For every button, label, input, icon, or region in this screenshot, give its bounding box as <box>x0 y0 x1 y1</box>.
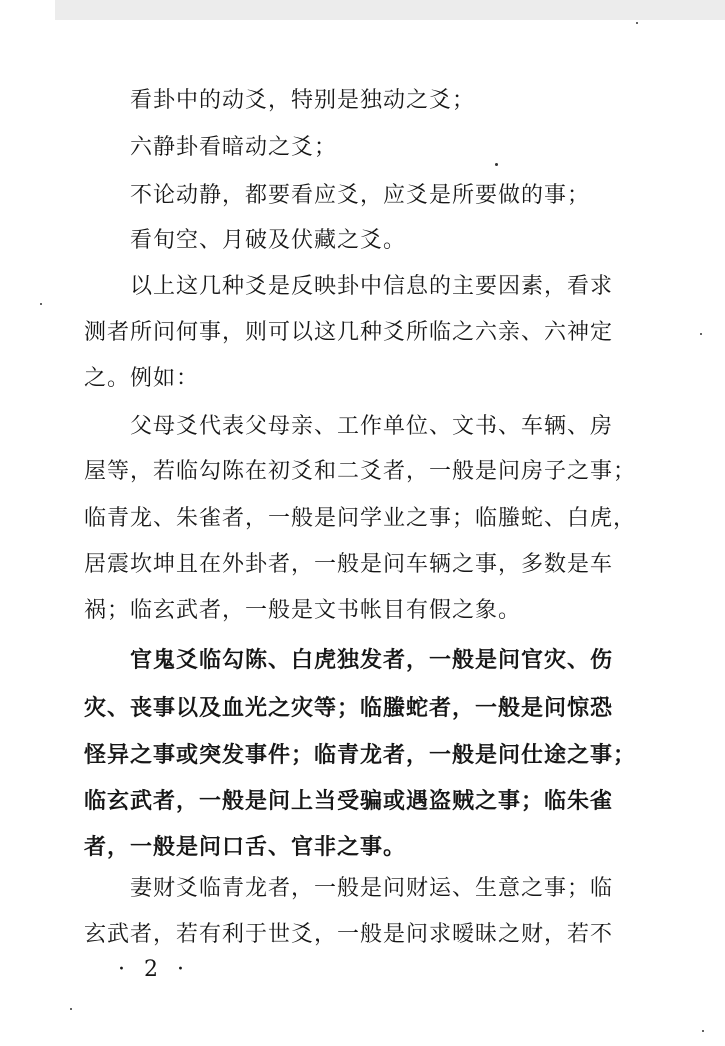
scan-speck <box>495 163 498 166</box>
scan-top-band <box>55 0 725 20</box>
scan-speck <box>70 1008 72 1010</box>
text-line: 之。例如： <box>84 366 200 391</box>
text-line: 祸；临玄武者，一般是文书帐目有假之象。 <box>84 598 522 623</box>
text-line: 六静卦看暗动之爻； <box>130 135 338 160</box>
text-line: 灾、丧事以及血光之灾等；临螣蛇者，一般是问惊恐 <box>84 695 614 721</box>
text-line: 者，一般是问口舌、官非之事。 <box>84 834 407 860</box>
text-line: 不论动静，都要看应爻，应爻是所要做的事； <box>130 183 591 208</box>
text-line: 妻财爻临青龙者，一般是问财运、生意之事；临 <box>130 876 614 901</box>
text-line: 临玄武者，一般是问上当受骗或遇盗贼之事；临朱雀 <box>84 788 614 814</box>
text-line: 玄武者，若有利于世爻，一般是问求暧昧之财，若不 <box>84 922 614 947</box>
text-line: 看卦中的动爻，特别是独动之爻； <box>130 88 476 113</box>
scan-speck <box>702 1030 704 1032</box>
scan-speck <box>636 22 638 24</box>
scan-speck <box>700 333 702 335</box>
text-line: 官鬼爻临勾陈、白虎独发者，一般是问官灾、伤 <box>130 647 614 673</box>
text-line: 怪异之事或突发事件；临青龙者，一般是问仕途之事； <box>84 742 637 768</box>
text-line: 看旬空、月破及伏藏之爻。 <box>130 228 407 253</box>
scan-speck <box>40 303 42 305</box>
page-number: · 2 · <box>118 957 190 982</box>
text-line: 父母爻代表父母亲、工作单位、文书、车辆、房 <box>130 414 614 439</box>
text-line: 居震坎坤且在外卦者，一般是问车辆之事，多数是车 <box>84 552 614 577</box>
text-line: 以上这几种爻是反映卦中信息的主要因素，看求 <box>130 274 614 299</box>
text-line: 临青龙、朱雀者，一般是问学业之事；临螣蛇、白虎， <box>84 506 637 531</box>
text-line: 测者所问何事，则可以这几种爻所临之六亲、六神定 <box>84 320 614 345</box>
text-line: 屋等，若临勾陈在初爻和二爻者，一般是问房子之事； <box>84 459 637 484</box>
